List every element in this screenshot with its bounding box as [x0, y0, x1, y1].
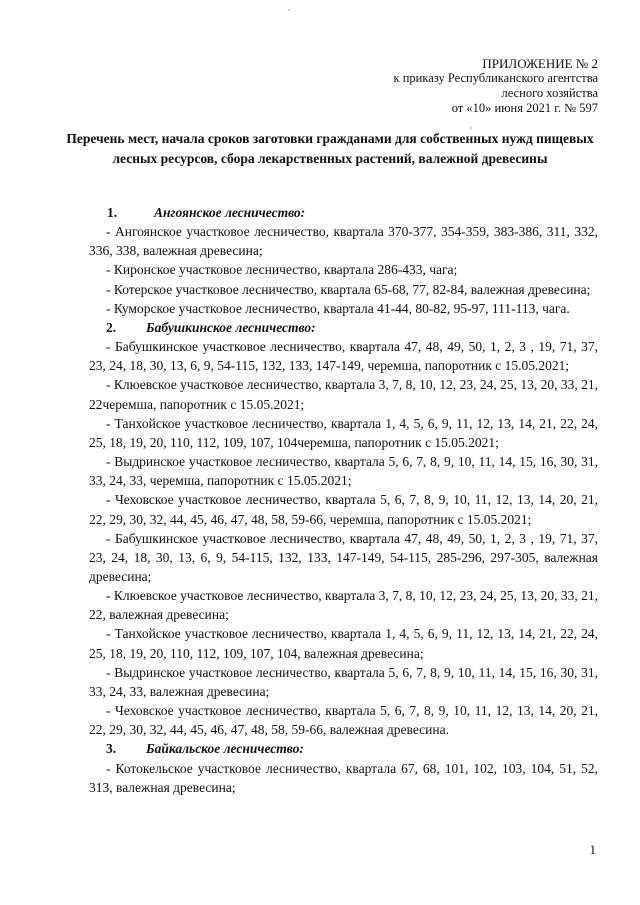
- list-item: - Чеховское участковое лесничество, квартала 5, 6, 7, 8, 9, 10, 11, 12, 13, 14, 20, 21, 22, 29, 30, 32, 44, 45, 46, 47, 48, 58, 59-66, черемша, папоротник с 15.05.2021;: [89, 492, 598, 527]
- section-number: 1.: [107, 205, 118, 220]
- section-number: 2.: [106, 319, 117, 335]
- list-item: - Клюевское участковое лесничество, квартала 3, 7, 8, 10, 12, 23, 24, 25, 13, 20, 33, 21, 22черемша, папоротник с 15.05.2021;: [89, 377, 599, 412]
- document-body: [89, 203, 598, 797]
- list-item: - Кумoрское участковое лесничество, квартала 41-44, 80-82, 95-97, 111-113, чага.: [106, 300, 570, 316]
- list-item: - Бабушкинское участковое лесничество, квартала 47, 48, 49, 50, 1, 2, 3 , 19, 71, 37, 23, 24, 18, 30, 13, 6, 9, 54-115, 132, 133, 147-149, черемша, папоротник с 15.05.2021;: [89, 339, 598, 374]
- section-heading: [89, 318, 598, 337]
- list-item: - Котокельское участковое лесничество, квартала 67, 68, 101, 102, 103, 104, 51, 52, 313, валежная древесина;: [89, 760, 598, 795]
- order-reference: к приказу Республиканского агентства: [393, 71, 598, 85]
- list-item: - Танхойское участковое лесничество, квартала 1, 4, 5, 6, 9, 11, 12, 13, 14, 21, 22, 24, 25, 18, 19, 20, 110, 112, 109, 107, 104, валежная древесина;: [89, 626, 598, 661]
- section-heading: [89, 203, 598, 222]
- list-item: - Ангоянское участковое лесничество, квартала 370-377, 354-359, 383-386, 311, 332, 336, 338, валежная древесина;: [89, 224, 598, 259]
- list-item: - Котерское участковое лесничество, квартала 65-68, 77, 82-84, валежная древесина;: [106, 281, 591, 297]
- list-item: - Танхойское участковое лесничество, квартала 1, 4, 5, 6, 9, 11, 12, 13, 14, 21, 22, 24, 25, 18, 19, 20, 110, 112, 109, 107, 104черемша, папоротник с 15.05.2021;: [89, 415, 598, 450]
- list-item: - Выдринское участковое лесничество, квартала 5, 6, 7, 8, 9, 10, 11, 14, 15, 16, 30, 31, 33, 24, 33, черемша, папоротник с 15.05.2021;: [89, 454, 598, 489]
- section-name: Ангоянское лесничество:: [154, 205, 306, 220]
- list-item: - Бабушкинское участковое лесничество, квартала 47, 48, 49, 50, 1, 2, 3 , 19, 71, 37, 23, 24, 18, 30, 13, 6, 9, 54-115, 132, 133, 147-149, 54-115, 285-296, 297-305, валежная древесина;: [89, 530, 598, 584]
- section-heading: [89, 739, 598, 758]
- page-number: 1: [589, 842, 596, 857]
- section-name: Бабушкинское лесничество:: [146, 319, 316, 335]
- list-item: - Чеховское участковое лесничество, квартала 5, 6, 7, 8, 9, 10, 11, 12, 13, 14, 20, 21, 22, 29, 30, 32, 44, 45, 46, 47, 48, 58, 59-66, валежная древесина.: [89, 703, 598, 738]
- appendix-header: [358, 56, 598, 116]
- scan-speck: [288, 9, 290, 11]
- scan-speck: [470, 127, 472, 129]
- order-date: от «10» июня 2021 г. № 597: [451, 101, 598, 115]
- list-item: - Выдринское участковое лесничество, квартала 5, 6, 7, 8, 9, 10, 11, 14, 15, 16, 30, 31, 33, 24, 33, валежная древесина;: [89, 664, 598, 699]
- agency-name: лесного хозяйства: [501, 86, 598, 100]
- list-item: - Клюевское участковое лесничество, квартала 3, 7, 8, 10, 12, 23, 24, 25, 13, 20, 33, 21, 22, валежная древесина;: [89, 588, 599, 623]
- list-item: - Киронское участковое лесничество, квартала 286-433, чага;: [106, 262, 458, 278]
- appendix-number: ПРИЛОЖЕНИЕ № 2: [482, 56, 598, 71]
- section-number: 3.: [106, 741, 117, 757]
- section-name: Байкальское лесничество:: [146, 741, 304, 757]
- document-title: Перечень мест, начала сроков заготовки гражданами для собственных нужд пищевых лесных ресурсов, сбора лекарственных растений, валежной древесины: [66, 131, 594, 166]
